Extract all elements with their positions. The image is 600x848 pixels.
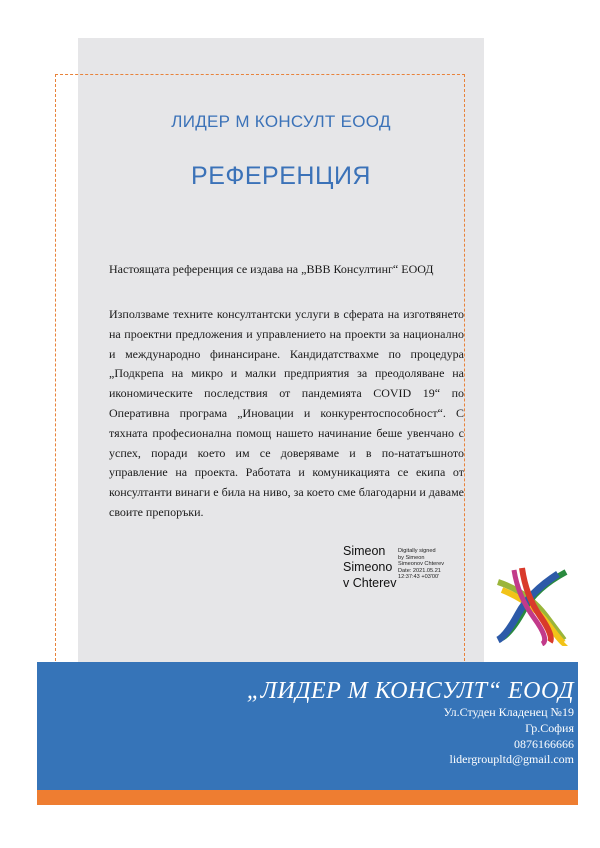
signature-detail-line: Digitally signed (398, 548, 436, 554)
signature-name-line: Simeono (343, 560, 393, 574)
signature-name-line: v Chterev (343, 576, 397, 590)
company-name-header: ЛИДЕР М КОНСУЛТ ЕООД (171, 112, 391, 131)
footer-stripe (37, 790, 578, 805)
signature-detail-line: by Simeon (398, 554, 425, 561)
footer-phone: 0876166666 (514, 737, 574, 751)
footer-company-name: „ЛИДЕР М КОНСУЛТ“ ЕООД (246, 678, 574, 704)
letter-intro: Настоящата референция се издава на „ВВВ Консултинг“ ЕООД (109, 262, 434, 276)
signature-detail-line: Date: 2021.05.21 (398, 567, 441, 574)
signature-detail-line: Simeonov Chterev (398, 561, 445, 568)
letter-body: Използваме техните консултантски услуги в сферата на изготвянето на проектни предложения и управлението на проекти за национално и международно финансиране. Кандидатствахме по процедура „Подкрепа на микро и малки предприятия за преодоляване на икономическите последствия от пандемията COVID 19“ по Оперативна програма „Иновации и конкурентоспособност“. С тяхната професионална помощ нашето начинание беше увенчано с успех, поради което им се доверяваме и в по-нататъшното управление на проекта. Работата и комуникацията се екипа от консултанти винаги е била на ниво, за което сме благодарни и даваме своите препоръки. (109, 307, 464, 519)
footer-email[interactable]: lidergroupltd@gmail.com (449, 752, 574, 766)
signature-name-line: Simeon (343, 544, 386, 558)
signature-detail-line: 12:37:43 +03'00' (398, 574, 440, 581)
footer-city: Гр.София (525, 721, 574, 735)
signature-details (398, 548, 478, 581)
signature-name (343, 543, 399, 591)
footer-address: Ул.Студен Кладенец №19 (443, 705, 574, 719)
document-title: РЕФЕРЕНЦИЯ (191, 162, 371, 190)
cross-stripes-logo-icon (494, 566, 570, 646)
